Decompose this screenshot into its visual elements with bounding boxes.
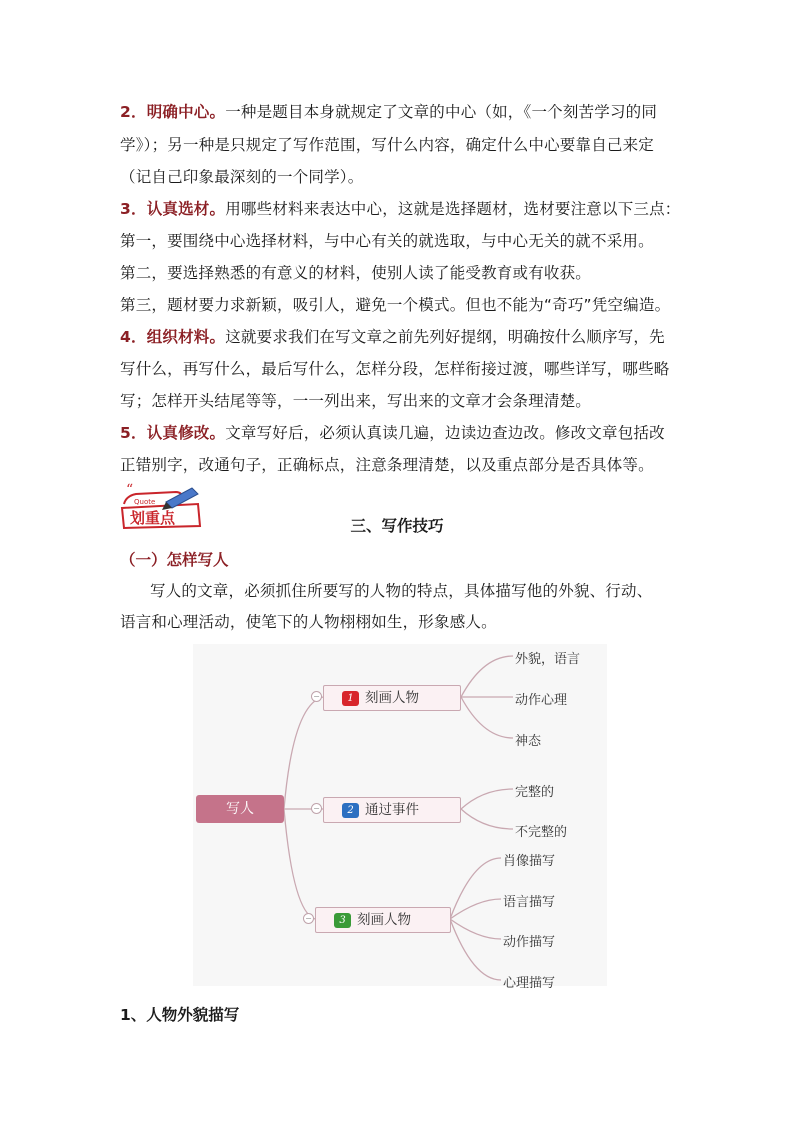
collapse-toggle-branch-1[interactable]: −: [311, 691, 322, 702]
intro-line-1: 写人的文章，必须抓住所要写的人物的特点，具体描写他的外貌、行动、: [150, 582, 653, 600]
para-2-line-1: [120, 102, 657, 122]
para-5-line-2: 正错别字，改通句子，正确标点，注意条理清楚，以及重点部分是否具体等。: [120, 456, 654, 474]
para-3-line-3: 第二，要选择熟悉的有意义的材料，使别人读了能受教育或有收获。: [120, 264, 592, 282]
para-4-heading: 组织材料。: [146, 328, 226, 346]
leaf-b2-1: 完整的: [515, 785, 555, 800]
para-4-text: 这就要求我们在写文章之前先列好提纲，明确按什么顺序写，先: [225, 328, 665, 346]
mindmap-branch-3: [315, 907, 451, 933]
para-5-number: 5．: [120, 424, 147, 442]
mindmap: [193, 644, 607, 991]
para-4-line-2: 写什么，再写什么，最后写什么，怎样分段，怎样衔接过渡，哪些详写，哪些略: [120, 360, 670, 378]
branch-1-number: 1: [342, 691, 359, 706]
collapse-toggle-branch-2[interactable]: −: [311, 803, 322, 814]
para-2-line-2: 学》）；另一种是只规定了写作范围，写什么内容，确定什么中心要靠自己来定: [120, 136, 655, 154]
leaf-b3-1: 肖像描写: [503, 854, 556, 869]
branch-3-number: 3: [334, 913, 351, 928]
connector-root-branch-3: [284, 809, 315, 919]
connector-b3-leaf-1: [450, 858, 501, 919]
para-3-heading: 认真选材。: [146, 200, 226, 218]
para-2-heading: 明确中心。: [146, 103, 226, 121]
collapse-toggle-branch-3[interactable]: −: [303, 913, 314, 924]
intro-line-2: 语言和心理活动，使笔下的人物栩栩如生，形象感人。: [120, 613, 497, 631]
leaf-b1-3: 神态: [515, 734, 542, 749]
leaf-b1-1: 外貌，语言: [515, 652, 581, 667]
leaf-b3-2: 语言描写: [503, 895, 556, 910]
mindmap-branch-2: [323, 797, 461, 823]
para-4-line-3: 写；怎样开头结尾等等，一一列出来，写出来的文章才会条理清楚。: [120, 392, 592, 410]
connector-b1-leaf-3: [461, 697, 513, 738]
para-3-line-2: 第一，要围绕中心选择材料，与中心有关的就选取，与中心无关的就不采用。: [120, 232, 654, 250]
sub-section-title: （一）怎样写人: [120, 551, 229, 569]
connector-b2-leaf-2: [461, 809, 513, 829]
para-2-text: 一种是题目本身就规定了文章的中心（如，《一个刻苦学习的同: [225, 103, 658, 121]
branch-2-number: 2: [342, 803, 359, 818]
para-3-line-4: 第三，题材要力求新颖，吸引人，避免一个模式。但也不能为“奇巧”凭空编造。: [120, 296, 671, 314]
mindmap-root: 写人: [196, 795, 284, 823]
connector-b3-leaf-4: [450, 919, 501, 980]
para-4-number: 4．: [120, 328, 147, 346]
para-5-line-1: [120, 423, 665, 443]
para-4-line-1: [120, 327, 665, 347]
badge-quote-text: Quote: [134, 498, 156, 506]
branch-2-label: 通过事件: [365, 802, 419, 818]
branch-3-label: 刻画人物: [357, 912, 411, 928]
badge-label: 划重点: [130, 509, 176, 527]
para-3-text: 用哪些材料来表达中心，这就是选择题材，选材要注意以下三点：: [225, 200, 681, 218]
leaf-b1-2: 动作心理: [515, 693, 568, 708]
para-2-number: 2．: [120, 103, 147, 121]
section-title: 三、写作技巧: [350, 517, 444, 535]
leaf-b3-4: 心理描写: [503, 976, 556, 991]
leaf-b3-3: 动作描写: [503, 935, 556, 950]
branch-1-label: 刻画人物: [365, 690, 419, 706]
para-2-line-3: （记自己印象最深刻的一个同学）。: [120, 168, 364, 186]
connector-b2-leaf-1: [461, 789, 513, 809]
mindmap-branch-1: [323, 685, 461, 711]
para-5-text: 文章写好后，必须认真读几遍，边读边查边改。修改文章包括改: [225, 424, 665, 442]
para-3-line-1: [120, 199, 681, 219]
item-heading: 1、人物外貌描写: [120, 1006, 240, 1024]
para-5-heading: 认真修改。: [146, 424, 226, 442]
connector-root-branch-1: [284, 697, 323, 809]
para-3-number: 3．: [120, 200, 147, 218]
quote-mark: “: [126, 482, 134, 498]
connector-b1-leaf-1: [461, 656, 513, 697]
leaf-b2-2: 不完整的: [515, 825, 568, 840]
